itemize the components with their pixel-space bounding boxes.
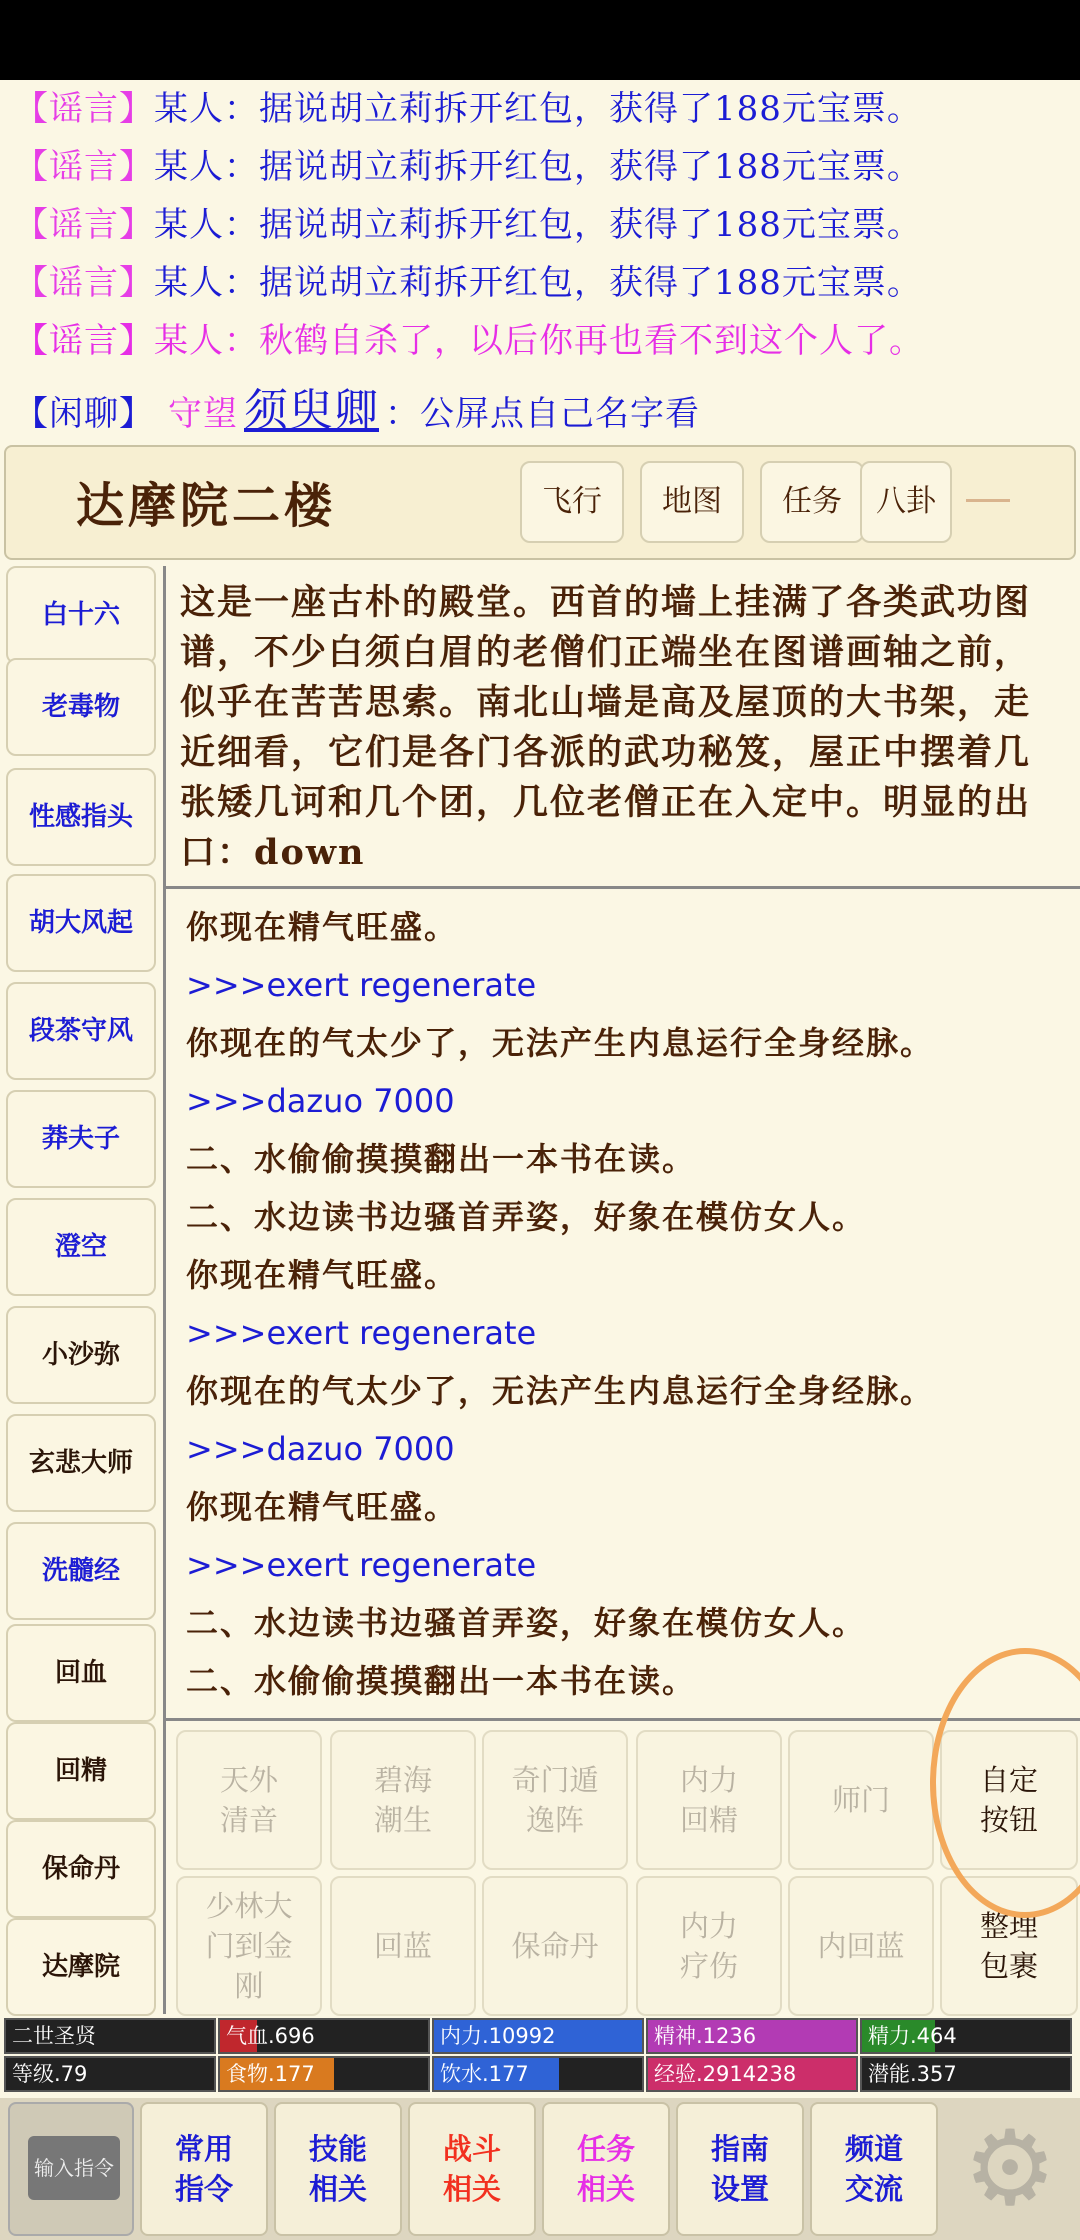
- log-line: 二、水边读书边骚首弄姿，好象在模仿女人。: [186, 1198, 867, 1236]
- map-button[interactable]: 地图: [640, 461, 744, 543]
- chat-tag: 【谣言】: [14, 263, 154, 303]
- fly-button[interactable]: 飞行: [520, 461, 624, 543]
- chat-tag: 【闲聊】: [14, 394, 154, 434]
- input-command-label: 输入指令: [28, 2136, 120, 2200]
- log-line: 你现在精气旺盛。: [186, 908, 459, 946]
- potential-stat: 潜能.357: [860, 2056, 1072, 2092]
- sidebar-item[interactable]: 玄悲大师: [6, 1414, 156, 1512]
- log-line: 二、水偷偷摸摸翻出一本书在读。: [186, 1662, 697, 1700]
- chat-text: 某人：秋鹤自杀了，以后你再也看不到这个人了。: [154, 321, 924, 361]
- sidebar-item[interactable]: 洗髓经: [6, 1522, 156, 1620]
- chat-line: [0, 382, 1080, 440]
- log-line: >>>exert regenerate: [186, 1546, 537, 1584]
- message-log: [186, 898, 1066, 1710]
- skill-button[interactable]: 少林大 门到金 刚: [176, 1876, 322, 2016]
- chat-speaker: 守望: [168, 394, 238, 434]
- sidebar: [4, 566, 160, 2014]
- collapse-icon[interactable]: [966, 499, 1010, 502]
- nav-skills[interactable]: 技能 相关: [274, 2102, 402, 2236]
- sidebar-item[interactable]: 回血: [6, 1624, 156, 1722]
- chat-text: 某人：据说胡立莉拆开红包，获得了188元宝票。: [154, 147, 922, 187]
- exp-stat: 经验.2914238: [646, 2056, 858, 2092]
- input-command-button[interactable]: [8, 2102, 134, 2236]
- log-line: 你现在精气旺盛。: [186, 1488, 459, 1526]
- nav-quest[interactable]: 任务 相关: [542, 2102, 670, 2236]
- sidebar-item[interactable]: 老毒物: [6, 658, 156, 756]
- chat-line: [0, 196, 1080, 254]
- divider: [163, 566, 166, 2014]
- chat-line: [0, 80, 1080, 138]
- room-header: [4, 445, 1076, 560]
- skill-button[interactable]: 内力 疗伤: [636, 1876, 782, 2016]
- skill-button[interactable]: 奇门遁 逸阵: [482, 1730, 628, 1870]
- skill-button[interactable]: 内力 回精: [636, 1730, 782, 1870]
- water-stat: 饮水.177: [432, 2056, 644, 2092]
- skill-button[interactable]: 保命丹: [482, 1876, 628, 2016]
- sidebar-item[interactable]: 段茶守风: [6, 982, 156, 1080]
- chat-text: 某人：据说胡立莉拆开红包，获得了188元宝票。: [154, 263, 922, 303]
- log-line: 二、水边读书边骚首弄姿，好象在模仿女人。: [186, 1604, 867, 1642]
- log-line: 二、水偷偷摸摸翻出一本书在读。: [186, 1140, 697, 1178]
- sidebar-item[interactable]: 白十六: [6, 566, 156, 664]
- sidebar-item[interactable]: 胡大风起: [6, 874, 156, 972]
- skill-button[interactable]: 碧海 潮生: [330, 1730, 476, 1870]
- sidebar-item[interactable]: 澄空: [6, 1198, 156, 1296]
- skill-button[interactable]: 内回蓝: [788, 1876, 934, 2016]
- chat-line: [0, 138, 1080, 196]
- skill-button[interactable]: 回蓝: [330, 1876, 476, 2016]
- skill-button[interactable]: 天外 清音: [176, 1730, 322, 1870]
- sidebar-item[interactable]: 莽夫子: [6, 1090, 156, 1188]
- divider: [166, 886, 1080, 889]
- chat-tag: 【谣言】: [14, 89, 154, 129]
- organize-bag-button[interactable]: 整理 包裹: [940, 1876, 1078, 2016]
- jingshen-stat: 精神.1236: [646, 2018, 858, 2054]
- sidebar-item[interactable]: 达摩院: [6, 1918, 156, 2016]
- hp-stat: 气血.696: [218, 2018, 430, 2054]
- quest-button[interactable]: 任务: [760, 461, 864, 543]
- level-stat: 等级.79: [4, 2056, 216, 2092]
- chat-panel: [0, 80, 1080, 440]
- skill-button[interactable]: 师门: [788, 1730, 934, 1870]
- gear-icon[interactable]: ⚙: [963, 2107, 1057, 2229]
- chat-line: [0, 312, 1080, 370]
- chat-tag: 【谣言】: [14, 205, 154, 245]
- chat-text: ：公屏点自己名字看: [385, 394, 700, 434]
- log-line: >>>dazuo 7000: [186, 1082, 455, 1120]
- gossip-button[interactable]: 八卦: [860, 461, 952, 543]
- food-stat: 食物.177: [218, 2056, 430, 2092]
- room-title: 达摩院二楼: [76, 478, 337, 534]
- chat-text: 某人：据说胡立莉拆开红包，获得了188元宝票。: [154, 205, 922, 245]
- log-line: >>>dazuo 7000: [186, 1430, 455, 1468]
- custom-button[interactable]: 自定 按钮: [940, 1730, 1078, 1870]
- nav-combat[interactable]: 战斗 相关: [408, 2102, 536, 2236]
- room-description: 这是一座古朴的殿堂。西首的墙上挂满了各类武功图谱，不少白须白眉的老僧们正端坐在图谱画轴之前，似乎在苦苦思索。南北山墙是高及屋顶的大书架，走近细看，它们是各门各派的武功秘笈，屋正中摆着几张矮几诃和几个团，几位老僧正在入定中。明显的出口：down: [180, 582, 1032, 873]
- log-line: >>>exert regenerate: [186, 966, 537, 1004]
- sidebar-item[interactable]: 保命丹: [6, 1820, 156, 1918]
- nav-channel[interactable]: 频道 交流: [810, 2102, 938, 2236]
- chat-tag: 【谣言】: [14, 147, 154, 187]
- chat-text: 某人：据说胡立莉拆开红包，获得了188元宝票。: [154, 89, 922, 129]
- log-line: 你现在的气太少了，无法产生内息运行全身经脉。: [186, 1024, 935, 1062]
- chat-tag: 【谣言】: [14, 321, 154, 361]
- sidebar-item[interactable]: 小沙弥: [6, 1306, 156, 1404]
- sidebar-item[interactable]: 性感指头: [6, 768, 156, 866]
- player-name-link[interactable]: 须臾卿: [244, 385, 379, 436]
- bottom-nav: [0, 2098, 1080, 2240]
- jingli-stat: 精力.464: [860, 2018, 1072, 2054]
- neili-stat: 内力.10992: [432, 2018, 644, 2054]
- nav-guide-settings[interactable]: 指南 设置: [676, 2102, 804, 2236]
- log-line: 你现在精气旺盛。: [186, 1256, 459, 1294]
- nav-common-commands[interactable]: 常用 指令: [140, 2102, 268, 2236]
- status-bar: [0, 0, 1080, 80]
- title-stat: 二世圣贤: [4, 2018, 216, 2054]
- sidebar-item[interactable]: 回精: [6, 1722, 156, 1820]
- stats-panel: [0, 2016, 1080, 2096]
- chat-line: [0, 254, 1080, 312]
- log-line: >>>exert regenerate: [186, 1314, 537, 1352]
- log-line: 你现在的气太少了，无法产生内息运行全身经脉。: [186, 1372, 935, 1410]
- divider: [166, 1718, 1080, 1721]
